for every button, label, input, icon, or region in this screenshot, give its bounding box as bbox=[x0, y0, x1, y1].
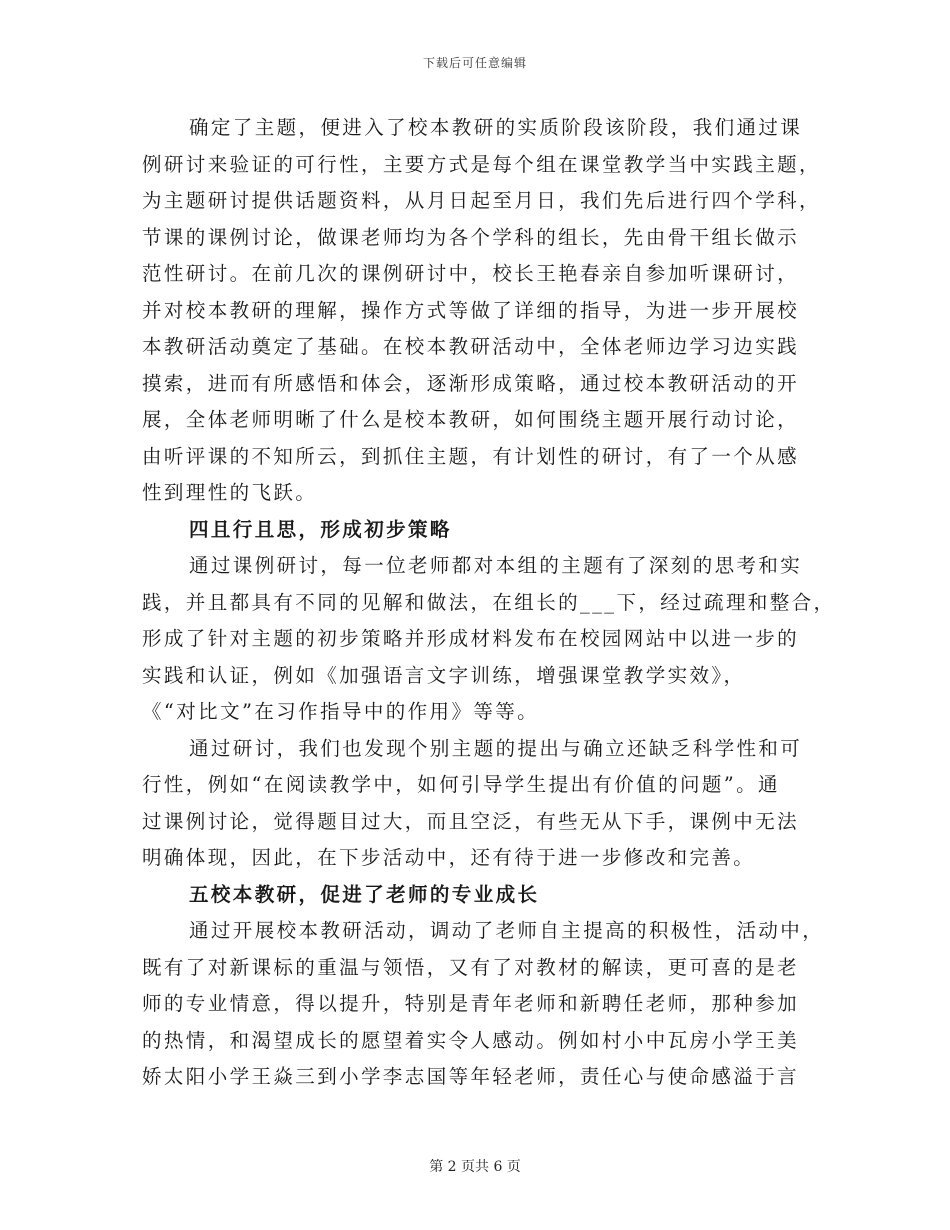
body-line: 行性，例如“在阅读教学中，如何引导学生提出有价值的问题”。通 bbox=[142, 773, 780, 796]
body-line: 过课例讨论，觉得题目过大，而且空泛，有些无从下手，课例中无法 bbox=[142, 809, 800, 833]
body-line: 践，并且都具有不同的见解和做法，在组长的___下，经过疏理和整合， bbox=[142, 590, 836, 614]
body-line: 展，全体老师明晰了什么是校本教研，如何围绕主题开展行动讨论， bbox=[142, 408, 800, 431]
body-line: 形成了针对主题的初步策略并形成材料发布在校园网站中以进一步的 bbox=[142, 627, 800, 650]
body-line: 娇太阳小学王焱三到小学李志国等年轻老师，责任心与使命感溢于言 bbox=[142, 1065, 800, 1088]
section-heading: 五校本教研，促进了老师的专业成长 bbox=[189, 882, 540, 906]
page-footer: 第 2 页共 6 页 bbox=[429, 1159, 521, 1175]
document-body bbox=[142, 110, 836, 1096]
body-line: 并对校本教研的理解，操作方式等做了详细的指导，为进一步开展校 bbox=[142, 298, 800, 322]
body-line: 节课的课例讨论，做课老师均为各个学科的组长，先由骨干组长做示 bbox=[142, 225, 800, 249]
body-line: 例研讨来验证的可行性，主要方式是每个组在课堂教学当中实践主题， bbox=[142, 152, 821, 176]
body-line: 既有了对新课标的重温与领悟，又有了对教材的解读，更可喜的是老 bbox=[142, 955, 800, 979]
body-line: 由听评课的不知所云，到抓住主题，有计划性的研讨，有了一个从感 bbox=[142, 444, 800, 468]
body-line: 通过研讨，我们也发现个别主题的提出与确立还缺乏科学性和可 bbox=[189, 736, 803, 760]
body-line: 明确体现，因此，在下步活动中，还有待于进一步修改和完善。 bbox=[142, 846, 756, 869]
body-line: 实践和认证，例如《加强语言文字训练，增强课堂教学实效》， bbox=[142, 663, 746, 687]
body-line: 《“对比文”在习作指导中的作用》等等。 bbox=[142, 700, 540, 723]
body-line: 的热情，和渴望成长的愿望着实令人感动。例如村小中瓦房小学王美 bbox=[142, 1028, 800, 1052]
section-heading: 四且行且思，形成初步策略 bbox=[189, 517, 452, 541]
body-line: 师的专业情意，得以提升，特别是青年老师和新聘任老师，那种参加 bbox=[142, 992, 800, 1015]
body-line: 为主题研讨提供话题资料，从月日起至月日，我们先后进行四个学科， bbox=[142, 189, 821, 212]
body-line: 通过开展校本教研活动，调动了老师自主提高的积极性，活动中， bbox=[189, 919, 825, 942]
body-line: 摸索，进而有所感悟和体会，逐渐形成策略，通过校本教研活动的开 bbox=[142, 371, 800, 395]
body-line: 通过课例研讨，每一位老师都对本组的主题有了深刻的思考和实 bbox=[189, 554, 803, 577]
body-line: 范性研讨。在前几次的课例研讨中，校长王艳春亲自参加听课研讨， bbox=[142, 262, 800, 285]
body-line: 性到理性的飞跃。 bbox=[142, 481, 318, 504]
body-line: 确定了主题，便进入了校本教研的实质阶段该阶段，我们通过课 bbox=[189, 116, 803, 139]
page-header: 下载后可任意编辑 bbox=[422, 56, 527, 70]
body-line: 本教研活动奠定了基础。在校本教研活动中，全体老师边学习边实践 bbox=[142, 335, 800, 358]
